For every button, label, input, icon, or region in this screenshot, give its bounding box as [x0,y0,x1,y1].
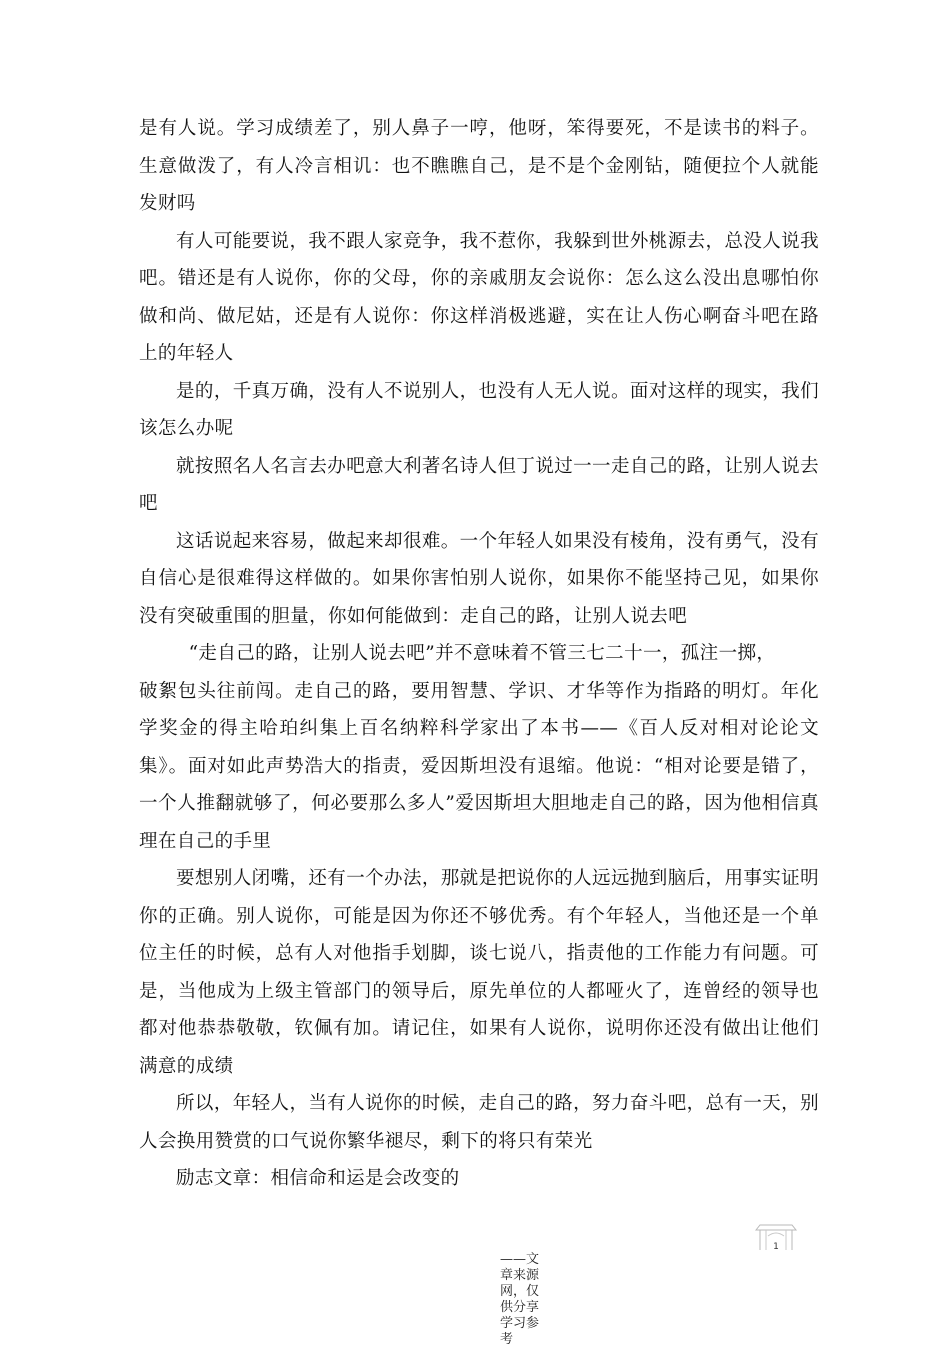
paragraph-1: 是有人说。学习成绩差了，别人鼻子一哼，他呀，笨得要死，不是读书的料子。生意做泼了，有人冷言相讥：也不瞧瞧自己，是不是个金刚钻，随便拉个人就能发财吗 [139,118,819,214]
page-number-ornament [754,1222,798,1252]
paragraph-9-heading: 励志文章：相信命和运是会改变的 [176,1168,460,1189]
paragraph-5: 这话说起来容易，做起来却很难。一个年轻人如果没有棱角，没有勇气，没有自信心是很难得这样做的。如果你害怕别人说你，如果你不能坚持己见，如果你没有突破重围的胆量，你如何能做到：走自己的路，让别人说去吧 [139,530,819,627]
article-body [139,110,819,1198]
paragraph-8: 所以，年轻人，当有人说你的时候，走自己的路，努力奋斗吧，总有一天，别人会换用赞赏的口气说你繁华褪尽，剩下的将只有荣光 [139,1093,819,1152]
paragraph-6: “走自己的路，让别人说去吧”并不意味着不管三七二十一，孤注一掷， 破絮包头往前闯。走自己的路，要用智慧、学识、才华等作为指路的明灯。年化学奖金的得主哈珀纠集上百名纳粹科学家出了本书——《百人反对相对论论文集》。面对如此声势浩大的指责，爱因斯坦没有退缩。他说：“相对论要是错了，一个人推翻就够了，何必要那么多人”爱因斯坦大胆地走自己的路，因为他相信真理在自己的手里 [139,643,819,852]
page-number: 1 [773,1242,779,1252]
paragraph-2: 有人可能要说，我不跟人家竞争，我不惹你，我躲到世外桃源去，总没人说我吧。错还是有人说你，你的父母，你的亲戚朋友会说你：怎么这么没出息哪怕你做和尚、做尼姑，还是有人说你：你这样消极逃避，实在让人伤心啊奋斗吧在路上的年轻人 [139,230,819,364]
paragraph-3: 是的，千真万确，没有人不说别人，也没有人无人说。面对这样的现实，我们该怎么办呢 [139,380,819,439]
footer-source-note: ——文章来源网，仅供分享学习参考 [500,1252,540,1347]
paragraph-4: 就按照名人名言去办吧意大利著名诗人但丁说过一一走自己的路，让别人说去吧 [139,455,819,514]
paragraph-7: 要想别人闭嘴，还有一个办法，那就是把说你的人远远抛到脑后，用事实证明你的正确。别人说你，可能是因为你还不够优秀。有个年轻人，当他还是一个单位主任的时候，总有人对他指手划脚，谈七说八，指责他的工作能力有问题。可是，当他成为上级主管部门的领导后，原先单位的人都哑火了，连曾经的领导也都对他恭恭敬敬，钦佩有加。请记住，如果有人说你，说明你还没有做出让他们满意的成绩 [139,868,819,1077]
